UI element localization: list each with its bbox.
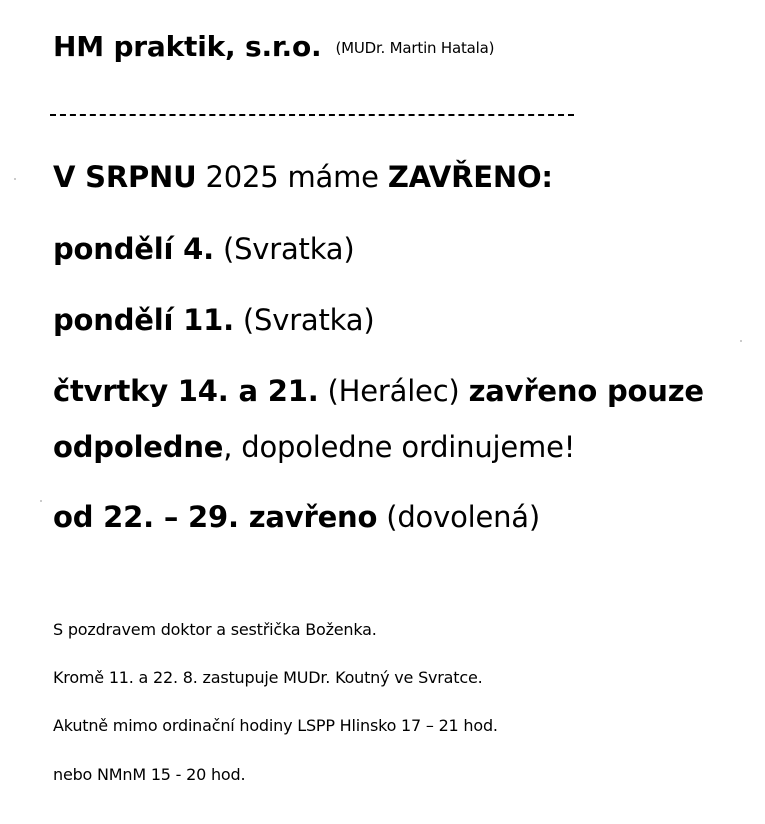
month-label: V SRPNU	[53, 160, 197, 194]
greeting-text: S pozdravem doktor a sestřička Boženka.	[53, 620, 377, 639]
year-text: 2025 máme	[196, 160, 388, 194]
closure-item-thursdays	[53, 374, 704, 408]
acute-care-text: Akutně mimo ordinační hodiny LSPP Hlinsko 17 – 21 hod.	[53, 716, 498, 735]
closure-item-vacation	[53, 500, 540, 534]
closure-item-monday-4	[53, 232, 354, 266]
scan-speck	[14, 178, 16, 180]
scan-speck	[740, 340, 742, 342]
closure-heading	[53, 160, 553, 194]
doctor-name: (MUDr. Martin Hatala)	[335, 39, 495, 57]
closed-label: ZAVŘENO:	[387, 160, 553, 194]
substitute-text: Kromě 11. a 22. 8. zastupuje MUDr. Koutný ve Svratce.	[53, 668, 483, 687]
closure-location: (Svratka)	[213, 232, 355, 266]
morning-open-note: , dopoledne ordinujeme!	[223, 430, 576, 464]
closure-item-thursdays-cont	[53, 430, 575, 464]
alternative-care-text: nebo NMnM 15 - 20 hod.	[53, 765, 246, 784]
closure-location: (Svratka)	[233, 303, 375, 337]
closure-item-monday-11	[53, 303, 374, 337]
vacation-note: (dovolená)	[377, 500, 540, 534]
header	[53, 30, 494, 63]
closure-date: pondělí 11.	[53, 303, 234, 337]
closure-note: zavřeno pouze	[468, 374, 704, 408]
dashed-divider	[50, 114, 574, 116]
closure-date: od 22. – 29. zavřeno	[53, 500, 378, 534]
scan-speck	[40, 500, 42, 502]
closure-note-cont: odpoledne	[53, 430, 224, 464]
closure-date: čtvrtky 14. a 21.	[53, 374, 319, 408]
closure-location: (Herálec)	[318, 374, 469, 408]
closure-date: pondělí 4.	[53, 232, 214, 266]
company-name: HM praktik, s.r.o.	[53, 30, 322, 63]
